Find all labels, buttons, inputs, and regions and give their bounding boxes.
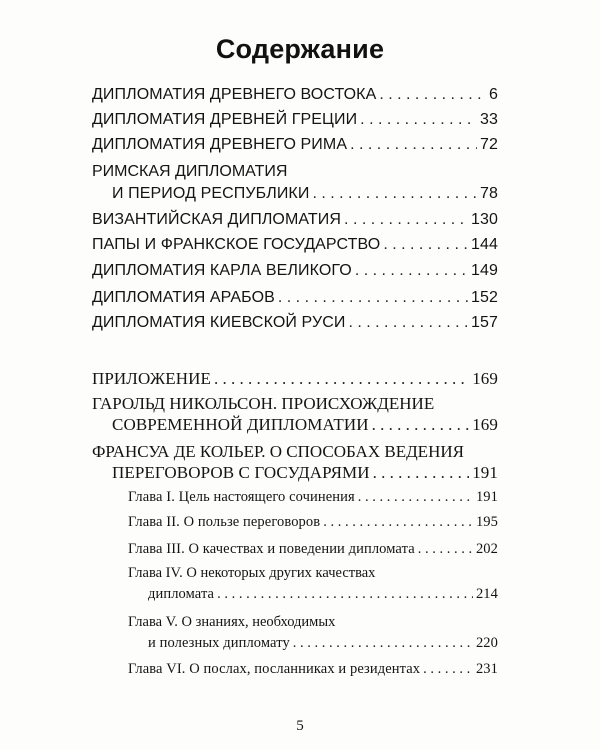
toc-entry-label: и полезных дипломату: [148, 635, 290, 651]
toc-leader-dots: [293, 635, 473, 652]
toc-entry-page: 191: [472, 463, 498, 482]
toc-leader-dots: [323, 514, 473, 531]
toc-entry-first-line: ГАРОЛЬД НИКОЛЬСОН. ПРОИСХОЖДЕНИЕ: [92, 394, 435, 413]
toc-leader-dots: [423, 661, 473, 678]
toc-leader-dots: [372, 415, 470, 435]
toc-entry-page: 220: [475, 635, 498, 651]
toc-entry: [92, 111, 498, 129]
toc-leader-dots: [383, 236, 468, 254]
toc-leader-dots: [278, 289, 468, 307]
toc-entry-page: 195: [475, 514, 498, 530]
toc-leader-dots: [379, 86, 486, 104]
toc-entry-page: 169: [472, 415, 498, 434]
toc-entry-page: 191: [475, 489, 498, 505]
toc-entry-label: ПАПЫ И ФРАНКСКОЕ ГОСУДАРСТВО: [92, 236, 381, 253]
toc-entry-label: дипломата: [148, 586, 215, 602]
toc-entry-label: ДИПЛОМАТИЯ ДРЕВНЕГО ВОСТОКА: [92, 86, 377, 103]
toc-entry-label: ДИПЛОМАТИЯ ДРЕВНЕГО РИМА: [92, 136, 348, 153]
toc-leader-dots: [344, 211, 468, 229]
toc-entry-label: Глава III. О качествах и поведении дипломата: [128, 541, 415, 557]
toc-entry: [112, 415, 498, 435]
toc-entry: [112, 185, 498, 203]
toc-entry-label: ПЕРЕГОВОРОВ С ГОСУДАРЯМИ: [112, 463, 370, 482]
toc-entry-label: СОВРЕМЕННОЙ ДИПЛОМАТИИ: [112, 415, 369, 434]
toc-entry-label: ДИПЛОМАТИЯ КИЕВСКОЙ РУСИ: [92, 314, 346, 331]
page-title: Содержание: [215, 34, 385, 64]
toc-entry: [92, 314, 498, 332]
toc-entry: [112, 463, 498, 483]
toc-chapter-entry: [128, 514, 498, 531]
toc-entry-page: 6: [489, 86, 498, 103]
toc-entry-page: 157: [471, 314, 498, 331]
toc-leader-dots: [373, 463, 470, 483]
toc-entry-label: ВИЗАНТИЙСКАЯ ДИПЛОМАТИЯ: [92, 211, 342, 228]
toc-leader-dots: [358, 489, 473, 506]
toc-entry-page: 78: [480, 185, 498, 202]
page-number: 5: [296, 718, 304, 734]
toc-entry-label: И ПЕРИОД РЕСПУБЛИКИ: [112, 185, 310, 202]
toc-entry-label: ДИПЛОМАТИЯ ДРЕВНЕЙ ГРЕЦИИ: [92, 111, 358, 128]
toc-chapter-entry: [148, 635, 498, 652]
toc-entry-page: 169: [472, 369, 498, 388]
toc-entry-label: Глава II. О пользе переговоров: [128, 514, 321, 530]
toc-leader-dots: [348, 314, 468, 332]
toc-leader-dots: [312, 185, 477, 203]
toc-entry-page: 149: [471, 262, 498, 279]
toc-entry: [92, 289, 498, 307]
toc-entry: [92, 369, 498, 389]
toc-chapter-entry: [128, 661, 498, 678]
toc-entry-page: 214: [475, 586, 498, 602]
toc-leader-dots: [360, 111, 477, 129]
toc-leader-dots: [418, 541, 473, 558]
toc-entry-page: 144: [471, 236, 498, 253]
toc-entry-first-line: РИМСКАЯ ДИПЛОМАТИЯ: [92, 163, 288, 180]
toc-chapter-first-line: Глава IV. О некоторых других качествах: [128, 565, 376, 581]
toc-entry: [92, 86, 498, 104]
toc-chapter-entry: [148, 586, 498, 603]
toc-entry-label: ДИПЛОМАТИЯ КАРЛА ВЕЛИКОГО: [92, 262, 352, 279]
toc-entry-first-line: ФРАНСУА ДЕ КОЛЬЕР. О СПОСОБАХ ВЕДЕНИЯ: [92, 442, 464, 461]
toc-entry-label: ПРИЛОЖЕНИЕ: [92, 369, 211, 388]
toc-entry: [92, 211, 498, 229]
toc-entry: [92, 262, 498, 280]
toc-chapter-entry: [128, 541, 498, 558]
toc-entry-page: 130: [471, 211, 498, 228]
toc-leader-dots: [350, 136, 477, 154]
toc-entry-page: 33: [480, 111, 498, 128]
toc-entry-label: ДИПЛОМАТИЯ АРАБОВ: [92, 289, 275, 306]
toc-entry-page: 202: [475, 541, 498, 557]
toc-chapter-first-line: Глава V. О знаниях, необходимых: [128, 614, 336, 630]
toc-entry-label: Глава VI. О послах, посланниках и резидентах: [128, 661, 421, 677]
toc-entry-label: Глава I. Цель настоящего сочинения: [128, 489, 355, 505]
toc-entry: [92, 136, 498, 154]
toc-entry-page: 152: [471, 289, 498, 306]
toc-leader-dots: [355, 262, 468, 280]
toc-leader-dots: [214, 369, 469, 389]
toc-entry-page: 72: [480, 136, 498, 153]
toc-chapter-entry: [128, 489, 498, 506]
toc-entry-page: 231: [475, 661, 498, 677]
toc-entry: [92, 236, 498, 254]
toc-leader-dots: [217, 586, 473, 603]
